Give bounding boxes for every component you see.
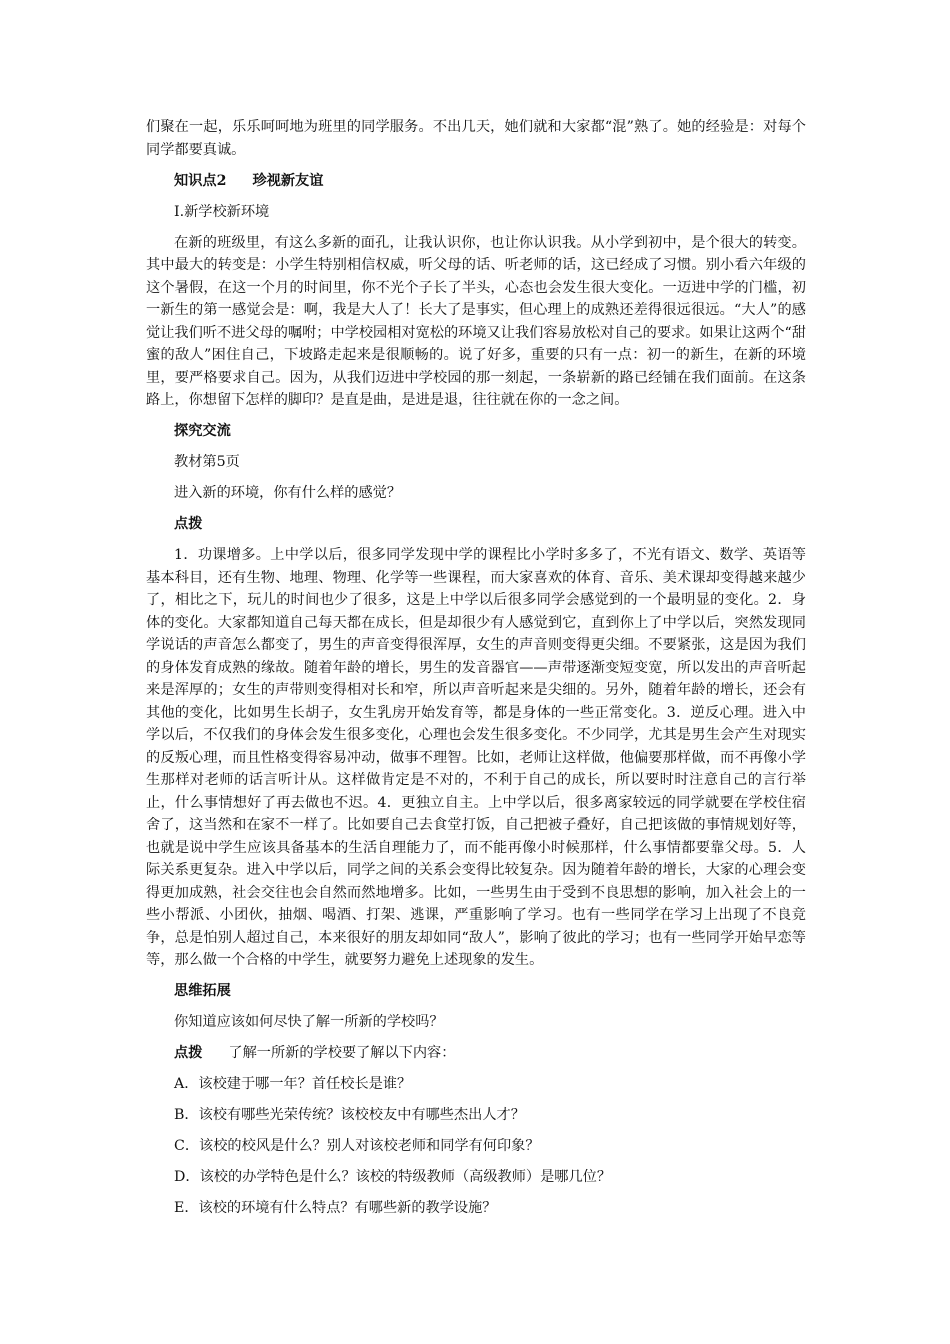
list-item-b: B．该校有哪些光荣传统？该校校友中有哪些杰出人才？ [174,1107,525,1123]
expand-heading: 思维拓展 [174,983,231,999]
intro-continuation: 们聚在一起，乐乐呵呵地为班里的同学服务。不出几天，她们就和大家都“混”熟了。她的经验是：对每个同学都要真诚。 [146,119,806,158]
section-heading [146,170,806,193]
list-item-a: A．该校建于哪一年？首任校长是谁？ [174,1076,412,1092]
paragraph-new-environment: 在新的班级里，有这么多新的面孔，让我认识你，也让你认识我。从小学到初中，是个很大的转变。其中最大的转变是：小学生特别相信权威，听父母的话、听老师的话，这已经成了习惯。别小看六年级的这个暑假，在这一个月的时间里，你不光个子长了半头，心态也会发生很大变化。一迈进中学的门槛，初一新生的第一感觉会是：啊，我是大人了！长大了是事实，但心理上的成熟还差得很远很远。“大人”的感觉让我们听不进父母的嘱咐；中学校园相对宽松的环境又让我们容易放松对自己的要求。如果让这两个“甜蜜的敌人”困住自己，下坡路走起来是很顺畅的。说了好多，重要的只有一点：初一的新生，在新的环境里，要严格要求自己。因为，从我们迈进中学校园的那一刻起，一条崭新的路已经铺在我们面前。在这条路上，你想留下怎样的脚印？是直是曲，是进是退，往往就在你的一念之间。 [146,234,806,408]
explore-question: 进入新的环境，你有什么样的感觉？ [174,485,402,501]
expand-question: 你知道应该如何尽快了解一所新的学校吗？ [174,1014,444,1030]
section-label: 知识点2 [174,172,227,189]
expand-hint-text: 了解一所新的学校要了解以下内容： [228,1045,456,1061]
document-page [146,116,806,1228]
textbook-reference: 教材第5页 [174,454,240,470]
expand-hint-label: 点拨 [174,1045,203,1061]
explore-hint-label: 点拨 [174,516,203,532]
list-item-e: E．该校的环境有什么特点？有哪些新的教学设施？ [174,1200,497,1216]
subsection-title: Ⅰ.新学校新环境 [174,203,270,220]
expand-hint [146,1042,806,1065]
list-item-d: D．该校的办学特色是什么？该校的特级教师（高级教师）是哪几位？ [174,1169,612,1185]
explore-answer: 1．功课增多。上中学以后，很多同学发现中学的课程比小学时多多了，不光有语文、数学、英语等基本科目，还有生物、地理、物理、化学等一些课程，而大家喜欢的体育、音乐、美术课却变得越来越少了，相比之下，玩儿的时间也少了很多，这是上中学以后很多同学会感觉到的一个最明显的变化。2．身体的变化。大家都知道自己每天都在成长，但是却很少有人感觉到它，直到你上了中学以后，突然发现同学说话的声音怎么都变了，男生的声音变得很浑厚，女生的声音则变得更尖细。不要紧张，这是因为我们的身体发育成熟的缘故。随着年龄的增长，男生的发音器官——声带逐渐变短变宽，所以发出的声音听起来是浑厚的；女生的声带则变得相对长和窄，所以声音听起来是尖细的。另外，随着年龄的增长，还会有其他的变化，比如男生长胡子，女生乳房开始发育等，都是身体的一些正常变化。3．逆反心理。进入中学以后，不仅我们的身体会发生很多变化，心理也会发生很多变化。不少同学，尤其是男生会产生对现实的反叛心理，而且性格变得容易冲动，做事不理智。比如，老师让这样做，他偏要那样做，而不再像小学生那样对老师的话言听计从。这样做肯定是不对的，不利于自己的成长，所以要时时注意自己的言行举止，什么事情想好了再去做也不迟。4．更独立自主。上中学以后，很多离家较远的同学就要在学校住宿舍了，这当然和在家不一样了。比如要自己去食堂打饭，自己把被子叠好，自己把该做的事情规划好等，也就是说中学生应该具备基本的生活自理能力了，而不能再像小时候那样，什么事情都要靠父母。5．人际关系更复杂。进入中学以后，同学之间的关系会变得比较复杂。因为随着年龄的增长，大家的心理会变得更加成熟，社会交往也会自然而然地增多。比如，一些男生由于受到不良思想的影响，加入社会上的一些小帮派、小团伙，抽烟、喝酒、打架、逃课，严重影响了学习。也有一些同学在学习上出现了不良竞争，总是怕别人超过自己，本来很好的朋友却如同“敌人”，影响了彼此的学习；也有一些同学开始早恋等等，那么做一个合格的中学生，就要努力避免上述现象的发生。 [146,547,806,968]
explore-heading: 探究交流 [174,423,231,439]
list-item-c: C．该校的校风是什么？别人对该校老师和同学有何印象？ [174,1138,540,1154]
section-title: 珍视新友谊 [252,172,324,189]
